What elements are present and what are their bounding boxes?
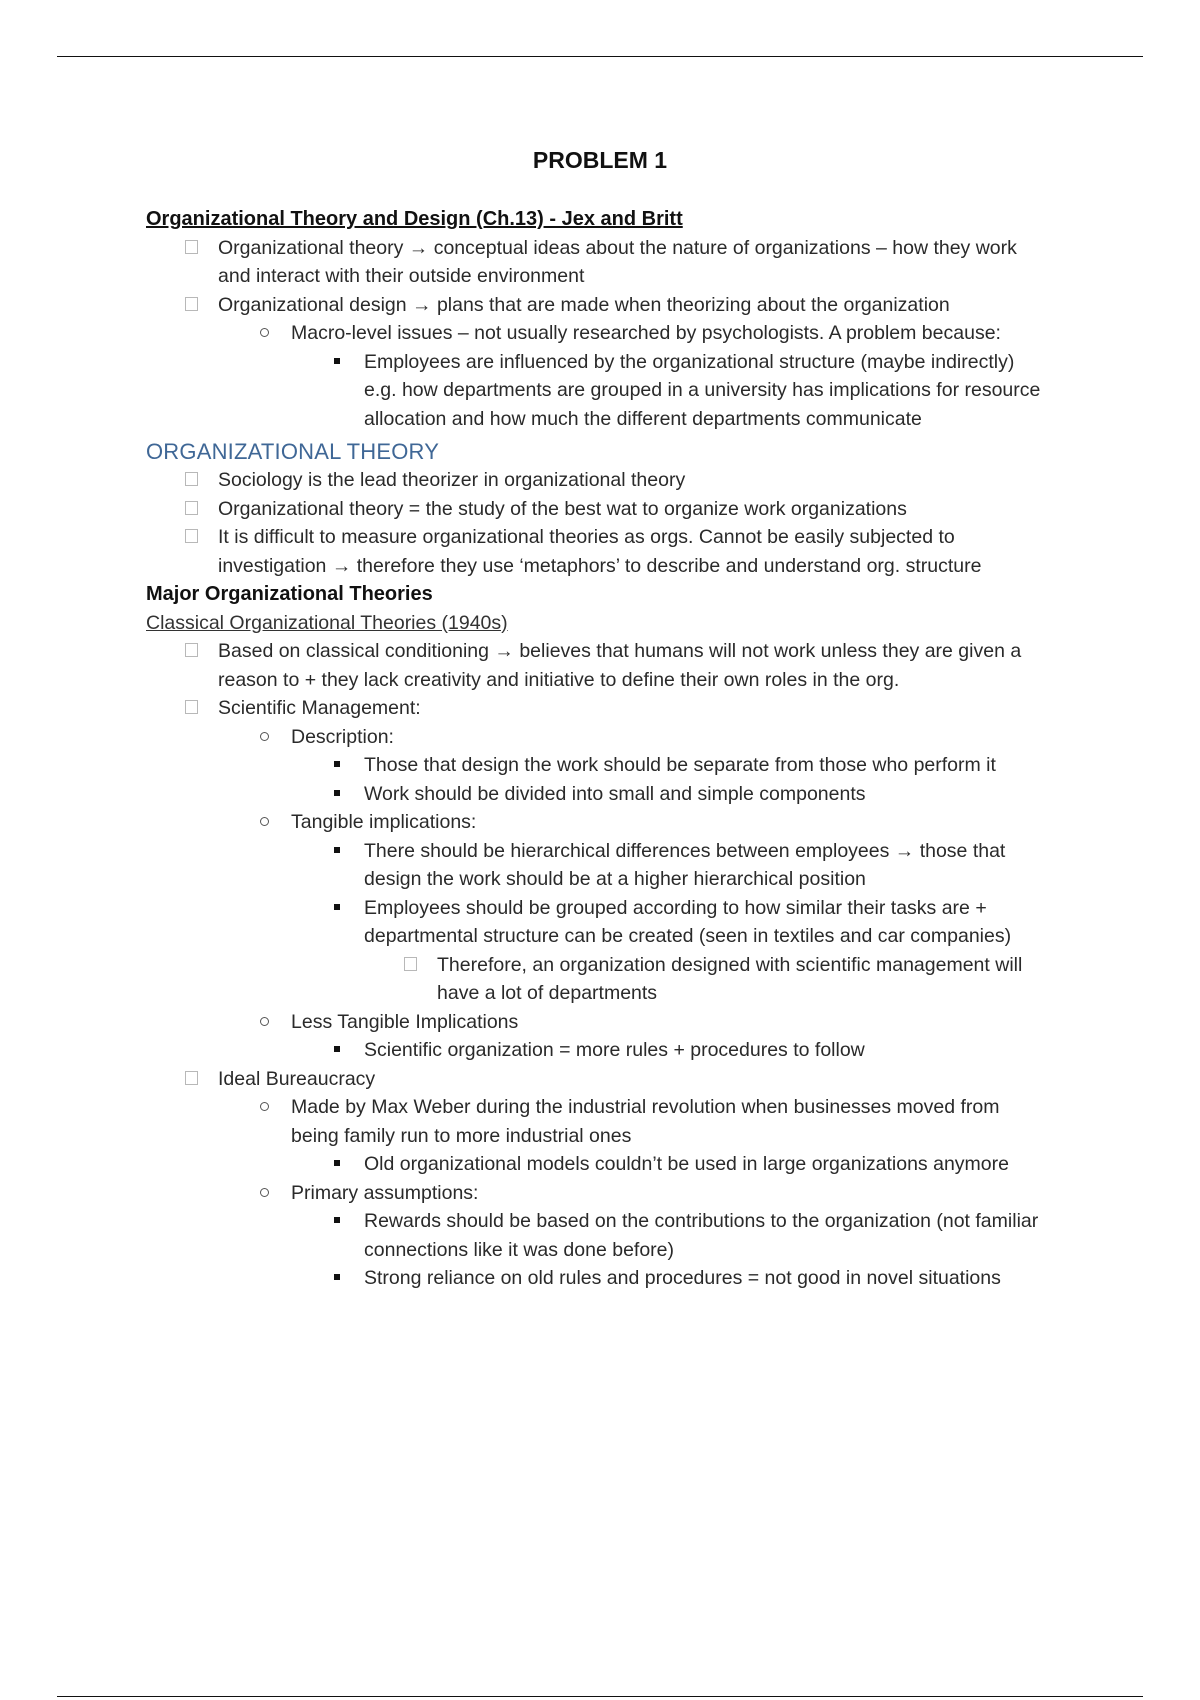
box-bullet-icon bbox=[401, 951, 419, 980]
document-body bbox=[146, 205, 1046, 1293]
list-item bbox=[146, 1150, 1046, 1179]
square-bullet-icon bbox=[328, 780, 346, 809]
list-item-text: Strong reliance on old rules and procedures = not good in novel situations bbox=[364, 1267, 1001, 1289]
list-item bbox=[146, 495, 1046, 524]
circle-bullet-icon bbox=[255, 723, 273, 752]
square-bullet-icon bbox=[328, 1207, 346, 1236]
circle-bullet-icon bbox=[255, 1008, 273, 1037]
square-bullet-icon bbox=[328, 751, 346, 780]
list-item bbox=[146, 1065, 1046, 1094]
footer-rule bbox=[57, 1696, 1143, 1697]
list-item-text: Those that design the work should be separate from those who perform it bbox=[364, 754, 996, 776]
box-bullet-icon bbox=[182, 1065, 200, 1094]
list-item bbox=[146, 694, 1046, 723]
square-bullet-icon bbox=[328, 348, 346, 377]
square-bullet-icon bbox=[328, 1264, 346, 1293]
list-item bbox=[146, 951, 1046, 1008]
circle-bullet-icon bbox=[255, 1179, 273, 1208]
list-item-text: Primary assumptions: bbox=[291, 1181, 479, 1204]
list-item bbox=[146, 523, 1046, 580]
box-bullet-icon bbox=[182, 495, 200, 524]
list-item-text: Made by Max Weber during the industrial revolution when businesses moved from being family run to more industrial ones bbox=[291, 1096, 1000, 1147]
box-bullet-icon bbox=[182, 234, 200, 263]
list-item bbox=[146, 637, 1046, 694]
list-item bbox=[146, 1093, 1046, 1150]
list-item bbox=[146, 1036, 1046, 1065]
list-item bbox=[146, 894, 1046, 951]
list-item bbox=[146, 723, 1046, 752]
list-item-text: Description: bbox=[291, 725, 394, 748]
list-item-text: Scientific Management: bbox=[218, 697, 421, 719]
list-item bbox=[146, 234, 1046, 291]
box-bullet-icon bbox=[182, 466, 200, 495]
page-title: PROBLEM 1 bbox=[532, 147, 668, 173]
list-item bbox=[146, 1264, 1046, 1293]
square-bullet-icon bbox=[328, 894, 346, 923]
box-bullet-icon bbox=[182, 637, 200, 666]
square-bullet-icon bbox=[328, 1150, 346, 1179]
list-item bbox=[146, 780, 1046, 809]
list-item-text: Old organizational models couldn’t be used in large organizations anymore bbox=[364, 1153, 1009, 1175]
list-item-text: Work should be divided into small and simple components bbox=[364, 782, 866, 805]
square-bullet-icon bbox=[328, 1036, 346, 1065]
circle-bullet-icon bbox=[255, 808, 273, 837]
list-item-text: Employees are influenced by the organizational structure (maybe indirectly) e.g. how departments are grouped in a university has implications for resource allocation and how much the different departments communicate bbox=[364, 350, 1041, 430]
box-bullet-icon bbox=[182, 523, 200, 552]
square-bullet-icon bbox=[328, 837, 346, 866]
list-item bbox=[146, 1179, 1046, 1208]
list-item-text: There should be hierarchical differences between employees → those that design the work should be at a higher hierarchical position bbox=[364, 839, 1006, 890]
header-rule bbox=[57, 56, 1143, 57]
list-item-text: Organizational theory → conceptual ideas about the nature of organizations – how they work and interact with their outside environment bbox=[218, 236, 1017, 287]
section-heading-org-theory-design: Organizational Theory and Design (Ch.13) - Jex and Britt bbox=[146, 208, 683, 230]
list-item bbox=[146, 808, 1046, 837]
list-item-text: Organizational theory = the study of the best wat to organize work organizations bbox=[218, 497, 907, 520]
list-item-text: Tangible implications: bbox=[291, 811, 477, 833]
list-item bbox=[146, 291, 1046, 320]
list-item bbox=[146, 348, 1046, 434]
list-item bbox=[146, 1008, 1046, 1037]
section-heading-major-theories: Major Organizational Theories bbox=[146, 583, 433, 605]
list-item-text: Organizational design → plans that are made when theorizing about the organization bbox=[218, 293, 950, 316]
list-item bbox=[146, 466, 1046, 495]
circle-bullet-icon bbox=[255, 319, 273, 348]
list-item-text: Employees should be grouped according to how similar their tasks are + departmental structure can be created (seen in textiles and car companies) bbox=[364, 896, 1012, 947]
list-item-text: Rewards should be based on the contributions to the organization (not familiar connections like it was done before) bbox=[364, 1210, 1039, 1261]
list-item-text: Macro-level issues – not usually researched by psychologists. A problem because: bbox=[291, 322, 1001, 344]
list-item bbox=[146, 319, 1046, 348]
list-item-text: Less Tangible Implications bbox=[291, 1010, 519, 1033]
list-item bbox=[146, 1207, 1046, 1264]
box-bullet-icon bbox=[182, 291, 200, 320]
section-heading-organizational-theory: ORGANIZATIONAL THEORY bbox=[146, 439, 440, 464]
subsection-heading-classical: Classical Organizational Theories (1940s) bbox=[146, 611, 508, 634]
list-item bbox=[146, 751, 1046, 780]
list-item-text: Sociology is the lead theorizer in organizational theory bbox=[218, 469, 686, 491]
list-item-text: It is difficult to measure organizational theories as orgs. Cannot be easily subjected to investigation → therefore they use ‘metaphors’ to describe and understand org. structure bbox=[218, 526, 982, 577]
circle-bullet-icon bbox=[255, 1093, 273, 1122]
list-item bbox=[146, 837, 1046, 894]
list-item-text: Ideal Bureaucracy bbox=[218, 1067, 376, 1090]
list-item-text: Based on classical conditioning → believes that humans will not work unless they are given a reason to + they lack creativity and initiative to define their own roles in the org. bbox=[218, 640, 1022, 691]
list-item-text: Therefore, an organization designed with scientific management will have a lot of departments bbox=[437, 953, 1023, 1004]
box-bullet-icon bbox=[182, 694, 200, 723]
list-item-text: Scientific organization = more rules + procedures to follow bbox=[364, 1039, 865, 1061]
